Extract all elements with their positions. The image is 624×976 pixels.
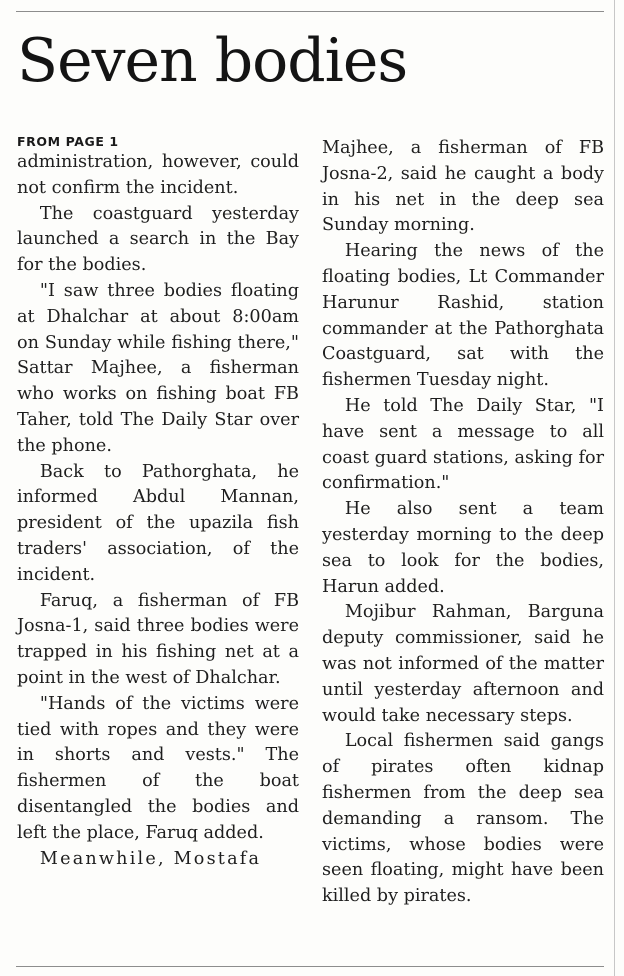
paragraph: Mojibur Rahman, Barguna deputy commissioner, said he was not informed of the matter until yesterday afternoon and would take necessary steps. xyxy=(322,602,604,726)
paragraph: "I saw three bodies floating at Dhalchar at about 8:00am on Sunday while fishing there," Sattar Majhee, a fisherman who works on fishing boat FB Taher, told The Daily Star over the phone. xyxy=(17,280,299,456)
paragraph: "Hands of the victims were tied with ropes and they were in shorts and vests." The fishermen of the boat disentangled the bodies and left the place, Faruq added. xyxy=(17,693,299,843)
headline: Seven bodies xyxy=(17,26,408,96)
paragraph: Faruq, a fisherman of FB Josna-1, said three bodies were trapped in his fishing net at a point in the west of Dhalchar. xyxy=(17,590,299,688)
paragraph: Back to Pathorghata, he informed Abdul Mannan, president of the upazila fish traders' association, of the incident. xyxy=(17,461,299,585)
paragraph: Hearing the news of the floating bodies, Lt Commander Harunur Rashid, station commander at the Pathorghata Coastguard, sat with the fishermen Tuesday night. xyxy=(322,241,604,391)
bottom-rule xyxy=(16,966,604,967)
paragraph: He told The Daily Star, "I have sent a message to all coast guard stations, asking for confirmation." xyxy=(322,395,604,494)
paragraph: Meanwhile, Mostafa xyxy=(39,848,262,869)
paragraph: He also sent a team yesterday morning to the deep sea to look for the bodies, Harun added. xyxy=(322,499,604,597)
paragraph: The coastguard yesterday launched a search in the Bay for the bodies. xyxy=(17,203,299,276)
continuation-label: FROM PAGE 1 xyxy=(17,134,119,149)
paragraph: Majhee, a fisherman of FB Josna-2, said he caught a body in his net in the deep sea Sunday morning. xyxy=(322,138,604,236)
paragraph: administration, however, could not confirm the incident. xyxy=(17,152,299,198)
top-rule xyxy=(16,11,604,12)
article-column-right xyxy=(322,136,604,910)
article-column-left xyxy=(17,134,299,872)
paragraph: Local fishermen said gangs of pirates often kidnap fishermen from the deep sea demanding a ransom. The victims, whose bodies were seen floating, might have been killed by pirates. xyxy=(322,731,604,907)
page-edge xyxy=(614,0,615,976)
